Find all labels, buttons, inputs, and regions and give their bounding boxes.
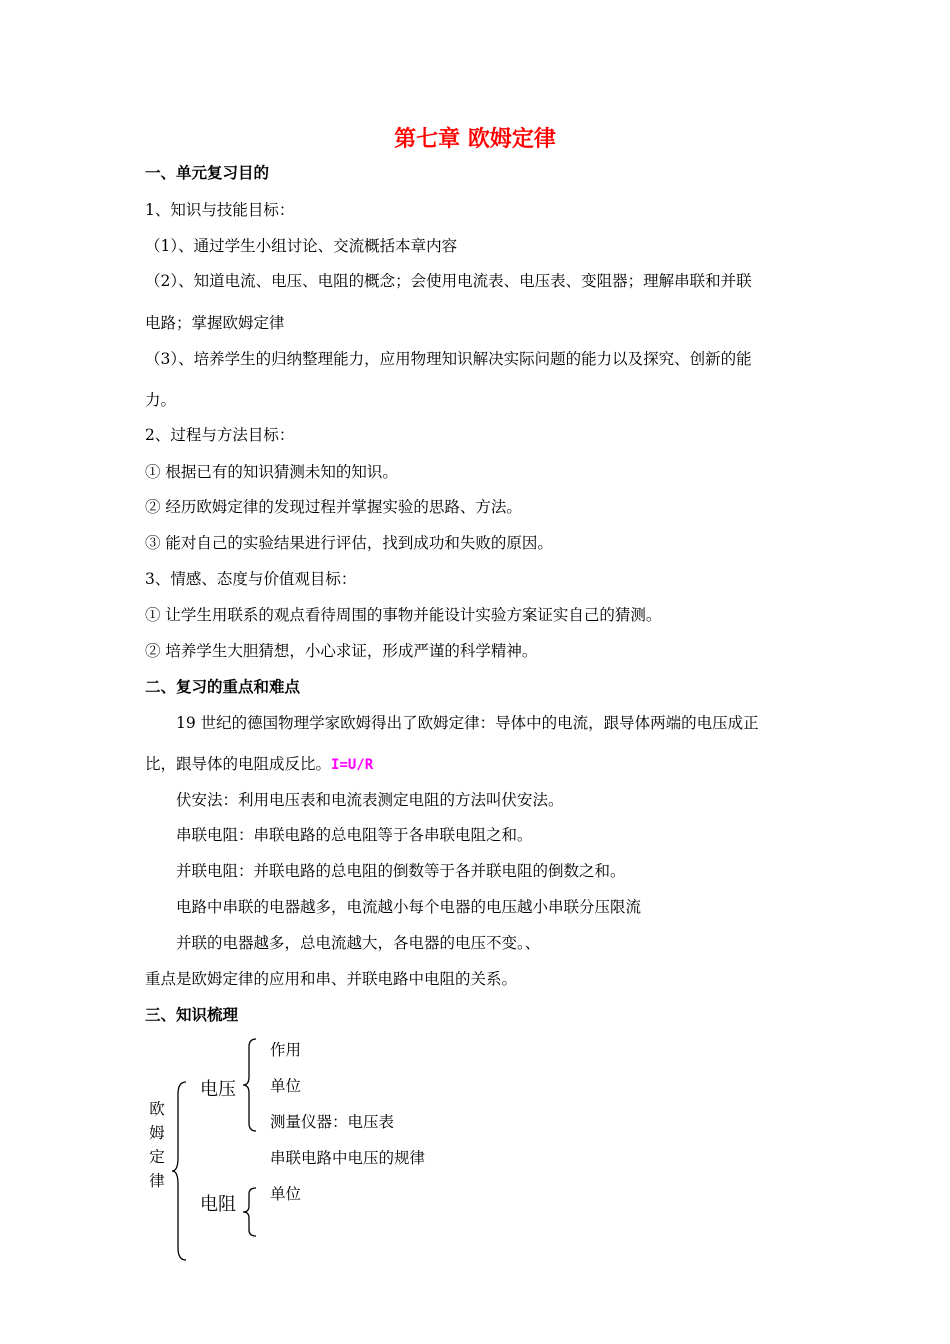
tree-voltage-item: 单位 <box>270 1077 302 1095</box>
goal-1-item: （1）、通过学生小组讨论、交流概括本章内容 <box>145 237 458 255</box>
point-line: 串联电阻：串联电路的总电阻等于各串联电阻之和。 <box>176 826 533 844</box>
tree-root-char: 律 <box>149 1172 165 1190</box>
tree-branch-voltage-label: 电压 <box>200 1079 236 1100</box>
tree-root-brace <box>170 1080 190 1262</box>
chapter-title: 第七章 欧姆定律 <box>394 127 556 152</box>
ohm-law-formula: I=U/R <box>331 757 374 773</box>
tree-root-char: 定 <box>149 1148 165 1166</box>
point-line: 伏安法：利用电压表和电流表测定电阻的方法叫伏安法。 <box>176 791 564 809</box>
tree-resistance-item: 单位 <box>270 1185 302 1203</box>
tree-root-char: 欧 <box>149 1100 165 1118</box>
tree-root-char: 姆 <box>149 1124 165 1142</box>
section-1-heading: 一、单元复习目的 <box>145 164 270 182</box>
tree-root-label <box>146 1097 168 1193</box>
point-line: 电路中串联的电器越多，电流越小每个电器的电压越小串联分压限流 <box>176 898 642 916</box>
goal-1-title: 1、知识与技能目标： <box>145 201 295 219</box>
ohm-law-paragraph-line <box>145 754 373 775</box>
goal-2-title: 2、过程与方法目标： <box>145 426 295 444</box>
goal-1-item: （3）、培养学生的归纳整理能力，应用物理知识解决实际问题的能力以及探究、创新的能 <box>145 350 752 368</box>
goal-3-item: ① 让学生用联系的观点看待周围的事物并能设计实验方案证实自己的猜测。 <box>145 606 662 624</box>
key-point-line: 重点是欧姆定律的应用和串、并联电路中电阻的关系。 <box>145 970 518 988</box>
goal-2-item: ③ 能对自己的实验结果进行评估，找到成功和失败的原因。 <box>145 534 553 552</box>
goal-3-item: ② 培养学生大胆猜想，小心求证，形成严谨的科学精神。 <box>145 642 538 660</box>
goal-1-item: 电路；掌握欧姆定律 <box>145 314 285 332</box>
tree-branch-resistance-label: 电阻 <box>200 1194 236 1215</box>
goal-2-item: ② 经历欧姆定律的发现过程并掌握实验的思路、方法。 <box>145 498 522 516</box>
tree-voltage-item: 作用 <box>270 1041 302 1059</box>
goal-1-item: （2）、知道电流、电压、电阻的概念；会使用电流表、电压表、变阻器；理解串联和并联 <box>145 272 752 290</box>
ohm-law-text: 比，跟导体的电阻成反比。 <box>145 755 332 773</box>
goal-1-item: 力。 <box>145 391 177 409</box>
tree-voltage-item: 串联电路中电压的规律 <box>270 1149 426 1167</box>
point-line: 并联电阻：并联电路的总电阻的倒数等于各并联电阻的倒数之和。 <box>176 862 626 880</box>
tree-voltage-item: 测量仪器：电压表 <box>270 1113 395 1131</box>
section-2-heading: 二、复习的重点和难点 <box>145 678 301 696</box>
point-line: 并联的电器越多，总电流越大，各电器的电压不变。、 <box>176 934 541 952</box>
tree-resistance-brace <box>240 1186 258 1238</box>
goal-3-title: 3、情感、态度与价值观目标： <box>145 570 357 588</box>
tree-voltage-brace <box>240 1037 258 1133</box>
section-3-heading: 三、知识梳理 <box>145 1006 239 1024</box>
ohm-law-paragraph-line: 19 世纪的德国物理学家欧姆得出了欧姆定律：导体中的电流，跟导体两端的电压成正 <box>176 714 759 732</box>
goal-2-item: ① 根据已有的知识猜测未知的知识。 <box>145 463 398 481</box>
